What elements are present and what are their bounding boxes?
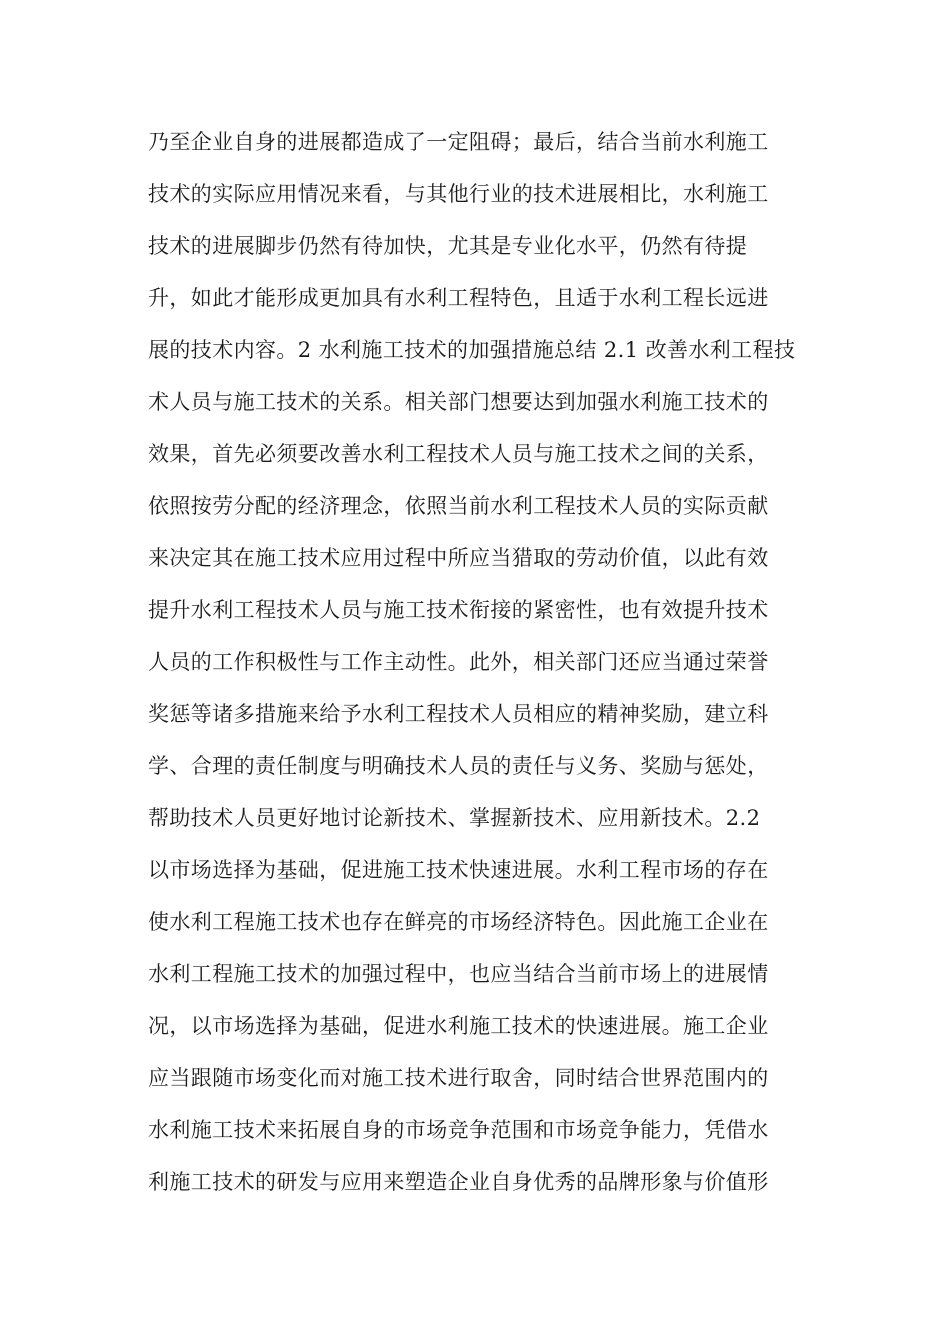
text-line: 技术的进展脚步仍然有待加快，尤其是专业化水平，仍然有待提 <box>148 234 748 258</box>
text-line: 水利工程施工技术的加强过程中，也应当结合当前市场上的进展情 <box>148 962 769 986</box>
text-line: 技术的实际应用情况来看，与其他行业的技术进展相比，水利施工 <box>148 182 769 206</box>
body-text <box>148 116 828 1208</box>
text-line: 水利施工技术来拓展自身的市场竞争范围和市场竞争能力，凭借水 <box>148 1118 769 1142</box>
text-line: 以市场选择为基础，促进施工技术快速进展。水利工程市场的存在 <box>148 858 769 882</box>
text-line: 来决定其在施工技术应用过程中所应当猎取的劳动价值，以此有效 <box>148 546 769 570</box>
text-line: 况，以市场选择为基础，促进水利施工技术的快速进展。施工企业 <box>148 1014 769 1038</box>
text-line: 利施工技术的研发与应用来塑造企业自身优秀的品牌形象与价值形 <box>148 1170 769 1194</box>
text-line: 升，如此才能形成更加具有水利工程特色，且适于水利工程长远进 <box>148 286 769 310</box>
text-line: 人员的工作积极性与工作主动性。此外，相关部门还应当通过荣誉 <box>148 650 769 674</box>
text-line: 使水利工程施工技术也存在鲜亮的市场经济特色。因此施工企业在 <box>148 910 769 934</box>
text-line: 帮助技术人员更好地讨论新技术、掌握新技术、应用新技术。2.2 <box>148 806 761 830</box>
text-line: 应当跟随市场变化而对施工技术进行取舍，同时结合世界范围内的 <box>148 1066 769 1090</box>
text-line: 学、合理的责任制度与明确技术人员的责任与义务、奖励与惩处， <box>148 754 769 778</box>
text-line: 展的技术内容。2 水利施工技术的加强措施总结 2.1 改善水利工程技 <box>148 338 796 362</box>
text-line: 术人员与施工技术的关系。相关部门想要达到加强水利施工技术的 <box>148 390 769 414</box>
text-line: 依照按劳分配的经济理念，依照当前水利工程技术人员的实际贡献 <box>148 494 769 518</box>
text-line: 提升水利工程技术人员与施工技术衔接的紧密性，也有效提升技术 <box>148 598 769 622</box>
text-line: 乃至企业自身的进展都造成了一定阻碍；最后，结合当前水利施工 <box>148 130 769 154</box>
text-line: 效果，首先必须要改善水利工程技术人员与施工技术之间的关系， <box>148 442 769 466</box>
text-line: 奖惩等诸多措施来给予水利工程技术人员相应的精神奖励，建立科 <box>148 702 769 726</box>
